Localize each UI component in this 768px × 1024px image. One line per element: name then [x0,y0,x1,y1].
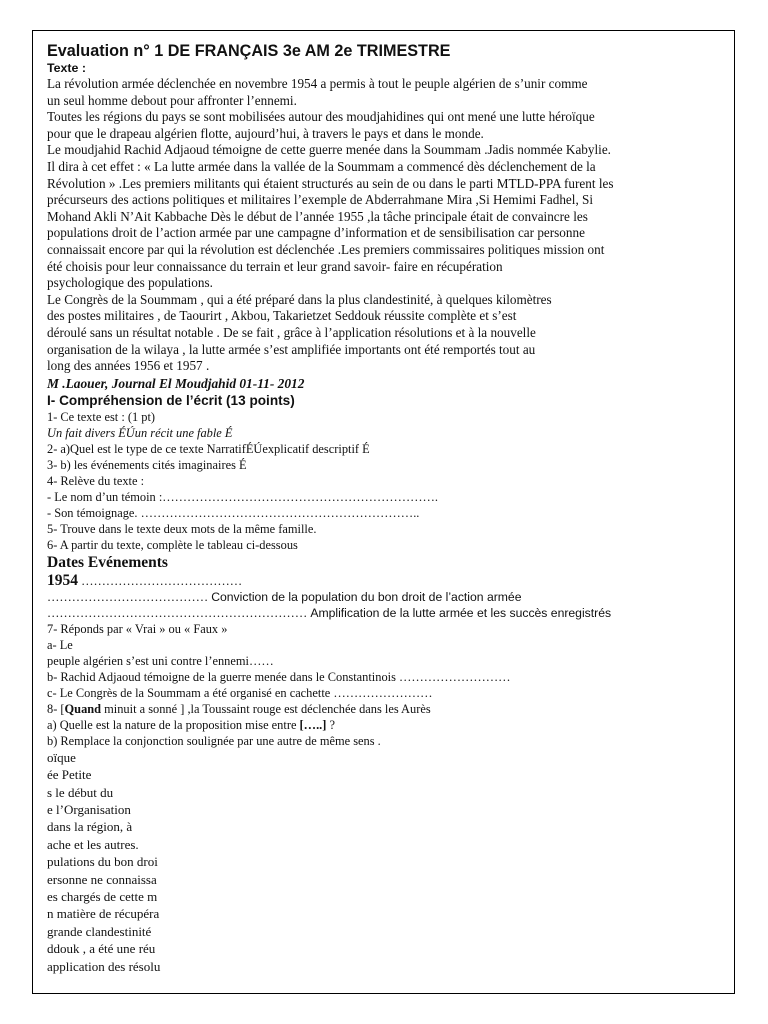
table-row [47,573,727,589]
texte-body [47,76,727,375]
table-year: 1954 [47,571,78,589]
q8-prefix: 8- [ [47,701,65,716]
table-dots: ………………………………… [78,573,243,588]
q8a-bold: […..] [299,717,327,732]
question-line: 3- b) les événements cités imaginaires É [47,457,247,472]
stray-fragment: pulations du bon droi [47,854,158,870]
texte-line: populations droit de l’action armée par une campagne d’information et de sensibilisation car personne [47,225,585,241]
texte-line: précurseurs des actions politiques et militaires l’exemple de Abderrahmane Mira ,Si Hemimi Fadhel, Si [47,192,594,208]
stray-fragment: ersonne ne connaissa [47,871,157,887]
question-line [47,717,727,733]
table-header: Dates Evénements [47,553,168,571]
question-line: peuple algérien s’est uni contre l’ennemi…… [47,653,274,668]
table-row [47,589,727,605]
table-event: Amplification de la lutte armée et les succès enregistrés [310,605,612,620]
texte-line: organisation de la wilaya , la lutte armée s’est amplifiée importants ont été remportés tout au [47,341,536,357]
stray-fragment: es chargés de cette m [47,888,158,904]
table-dots: ………………………………… [47,589,212,604]
texte-line: Le moudjahid Rachid Adjaoud témoigne de cette guerre menée dans la Soummam .Jadis nommée Kabylie. [47,142,611,158]
question-line [47,701,727,717]
questions-block [47,409,727,553]
texte-line: déroulé sans un résultat notable . De se fait , grâce à l’application résolutions et à la nouvelle [47,324,536,340]
texte-line: un seul homme debout pour affronter l’ennemi. [47,92,297,108]
texte-line: connaissait encore par qui la révolution est déclenchée .Les premiers commissaires politiques mission ont [47,241,605,257]
stray-fragment: s le début du [47,784,114,800]
table-event: Conviction de la population du bon droit de l’action armée [211,589,522,604]
text-source: M .Laouer, Journal El Moudjahid 01-11- 2012 [47,375,305,391]
question-line: b) Remplace la conjonction soulignée par une autre de même sens . [47,733,381,748]
question-options: Un fait divers ÉÚun récit une fable É [47,425,233,440]
question-line: 1- Ce texte est : (1 pt) [47,409,156,424]
texte-line: Il dira à cet effet : « La lutte armée dans la vallée de la Soummam a commencé dès déclenchement de la [47,158,596,174]
texte-line: des postes militaires , de Taourirt , Akbou, Takarietzet Seddouk réussite complète et s’est [47,308,517,324]
table-row [47,605,727,621]
texte-line: psychologique des populations. [47,275,213,291]
stray-fragment: ache et les autres. [47,836,139,852]
texte-line: été choisis pour leur connaissance du terrain et leur grand savoir- faire en récupération [47,258,503,274]
question-line: - Son témoignage. ………………………………………………………….. [47,505,420,520]
question-line: 5- Trouve dans le texte deux mots de la même famille. [47,521,317,536]
page-title: Evaluation n° 1 DE FRANÇAIS 3e AM 2e TRIMESTRE [47,42,451,60]
section-title: I- Compréhension de l’écrit (13 points) [47,392,295,408]
texte-line: Révolution » .Les premiers militants qui étaient structurés au sein de ou dans le parti MTLD-PPA furent les [47,175,614,191]
texte-line: Mohand Akli N’Ait Kabbache Dès le début de l’année 1955 ,la tâche principale était de convaincre les [47,208,588,224]
question-line: a- Le [47,637,73,652]
q8-suffix: minuit a sonné ] ,la Toussaint rouge est déclenchée dans les Aurès [101,701,431,716]
question-line: c- Le Congrès de la Soummam a été organisé en cachette …………………… [47,685,433,700]
texte-line: Toutes les régions du pays se sont mobilisées autour des moudjahidines qui ont mené une lutte héroïque [47,109,595,125]
stray-fragment: ddouk , a été une réu [47,941,156,957]
q8a-prefix: a) Quelle est la nature de la proposition mise entre [47,717,300,732]
stray-fragment: ée Petite [47,767,92,783]
stray-fragment: n matière de récupéra [47,906,160,922]
stray-fragments [47,749,727,975]
question-line: 7- Réponds par « Vrai » ou « Faux » [47,621,228,636]
question-line: b- Rachid Adjaoud témoigne de la guerre menée dans le Constantinois ……………………… [47,669,511,684]
texte-line: Le Congrès de la Soummam , qui a été préparé dans la plus clandestinité, à quelques kilomètres [47,291,552,307]
question-line: 4- Relève du texte : [47,473,145,488]
texte-line: long des années 1956 et 1957 . [47,358,210,374]
stray-fragment: grande clandestinité [47,923,152,939]
q8a-suffix: ? [326,717,335,732]
question-line: - Le nom d’un témoin :…………………………………………………………. [47,489,438,504]
stray-fragment: dans la région, à [47,819,133,835]
question-line: 6- A partir du texte, complète le tableau ci-dessous [47,537,298,552]
texte-label: Texte : [47,61,87,75]
stray-fragment: e l’Organisation [47,801,131,817]
question-line: 2- a)Quel est le type de ce texte NarratifÉÚexplicatif descriptif É [47,441,370,456]
texte-line: pour que le drapeau algérien flotte, aujourd’hui, à travers le pays et dans le monde. [47,125,484,141]
texte-line: La révolution armée déclenchée en novembre 1954 a permis à tout le peuple algérien de s’unir comme [47,76,588,91]
q8-bold-word: Quand [64,701,102,716]
stray-fragment: oïque [47,749,76,765]
exam-page [32,30,735,994]
stray-fragment: application des résolu [47,958,161,974]
table-dots: ……………………………………………………… [47,605,311,620]
page-content [47,41,727,975]
